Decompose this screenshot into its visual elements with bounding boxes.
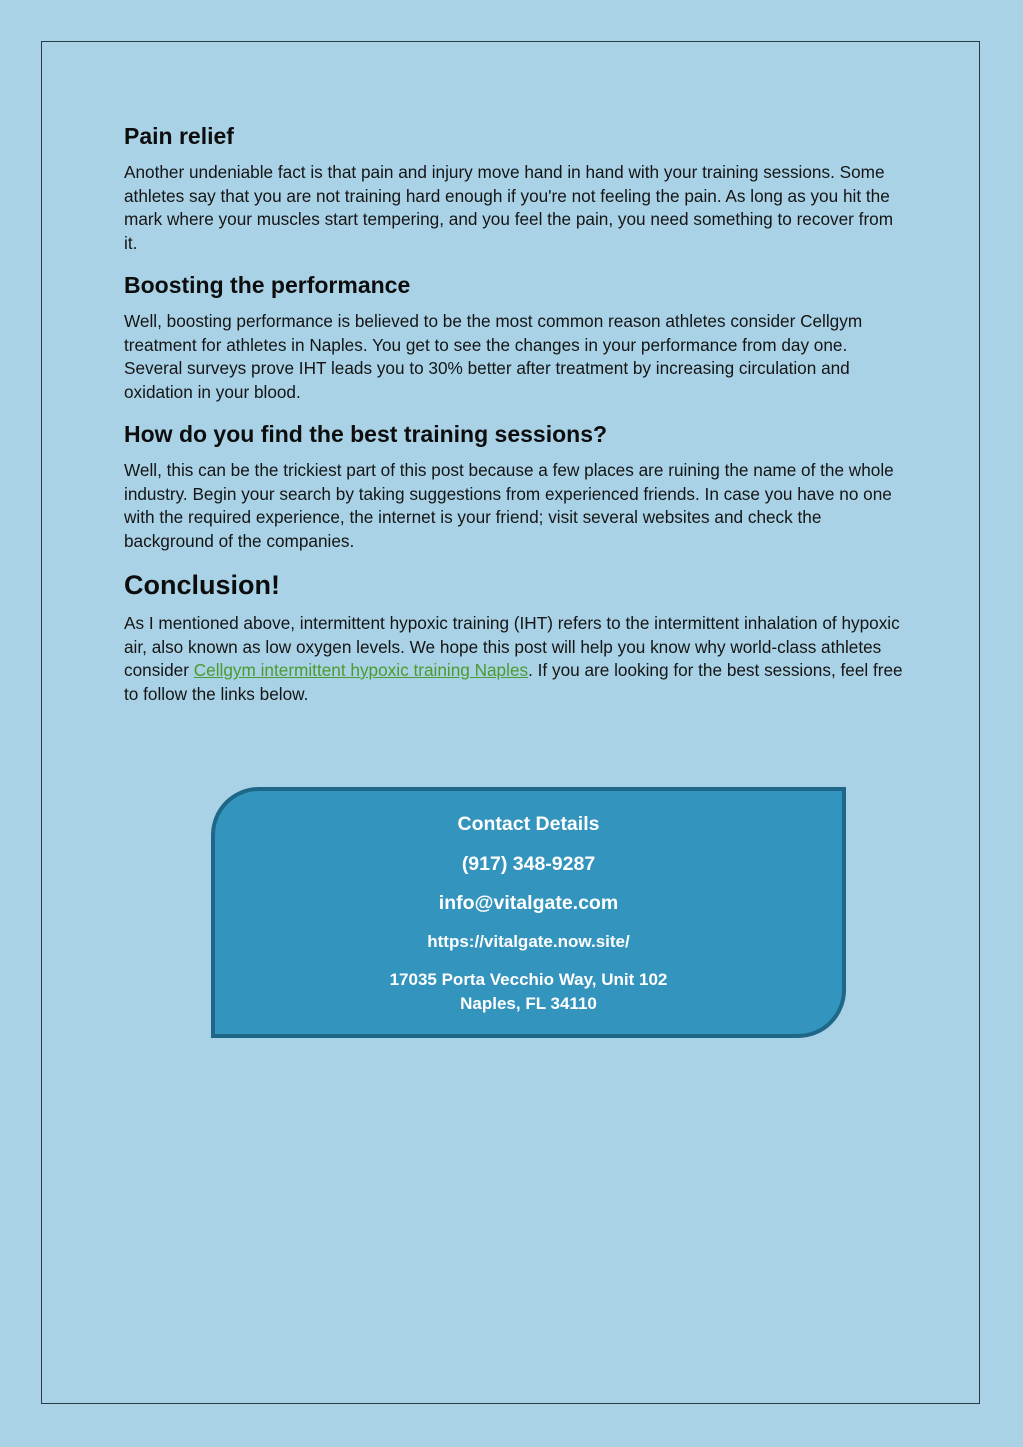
conclusion-text-after-link: . If you are looking for the best sessions, feel free to follow the links below. bbox=[124, 660, 903, 704]
contact-phone[interactable]: (917) 348-9287 bbox=[461, 853, 596, 875]
conclusion-heading: Conclusion! bbox=[124, 570, 280, 600]
contact-title: Contact Details bbox=[457, 813, 600, 835]
contact-website[interactable]: https://vitalgate.now.site/ bbox=[427, 932, 630, 951]
section-heading-pain-relief: Pain relief bbox=[124, 123, 234, 149]
conclusion-body bbox=[124, 612, 904, 706]
article-content bbox=[124, 121, 904, 721]
section-heading-boosting-performance: Boosting the performance bbox=[124, 272, 411, 298]
contact-address-line1: 17035 Porta Vecchio Way, Unit 102 bbox=[389, 970, 668, 989]
section-body-boosting-performance: Well, boosting performance is believed to be the most common reason athletes consider Cellgym treatment for athletes in Naples. You get to see the changes in your performance from day one. Several surveys prove IHT leads you to 30% better after treatment by increasing circulation and oxidation in your blood. bbox=[124, 311, 863, 402]
contact-address bbox=[215, 968, 842, 1016]
cellgym-link[interactable]: Cellgym intermittent hypoxic training Naples bbox=[193, 660, 529, 680]
contact-details-box bbox=[211, 787, 846, 1038]
conclusion-text-before-link: As I mentioned above, intermittent hypoxic training (IHT) refers to the intermittent inhalation of hypoxic air, also known as low oxygen levels. We hope this post will help you know why world-class athletes consider bbox=[124, 613, 900, 680]
section-body-pain-relief: Another undeniable fact is that pain and injury move hand in hand with your training sessions. Some athletes say that you are not training hard enough if you're not feeling the pain. As long as you hit the mark where your muscles start tempering, and you feel the pain, you need something to recover from it. bbox=[124, 162, 894, 253]
contact-address-line2: Naples, FL 34110 bbox=[460, 994, 597, 1013]
section-heading-find-sessions: How do you find the best training sessions? bbox=[124, 421, 608, 447]
contact-email[interactable]: info@vitalgate.com bbox=[438, 892, 619, 914]
section-body-find-sessions: Well, this can be the trickiest part of this post because a few places are ruining the name of the whole industry. Begin your search by taking suggestions from experienced friends. In case you have no one with the required experience, the internet is your friend; visit several websites and check the background of the companies. bbox=[124, 460, 894, 551]
